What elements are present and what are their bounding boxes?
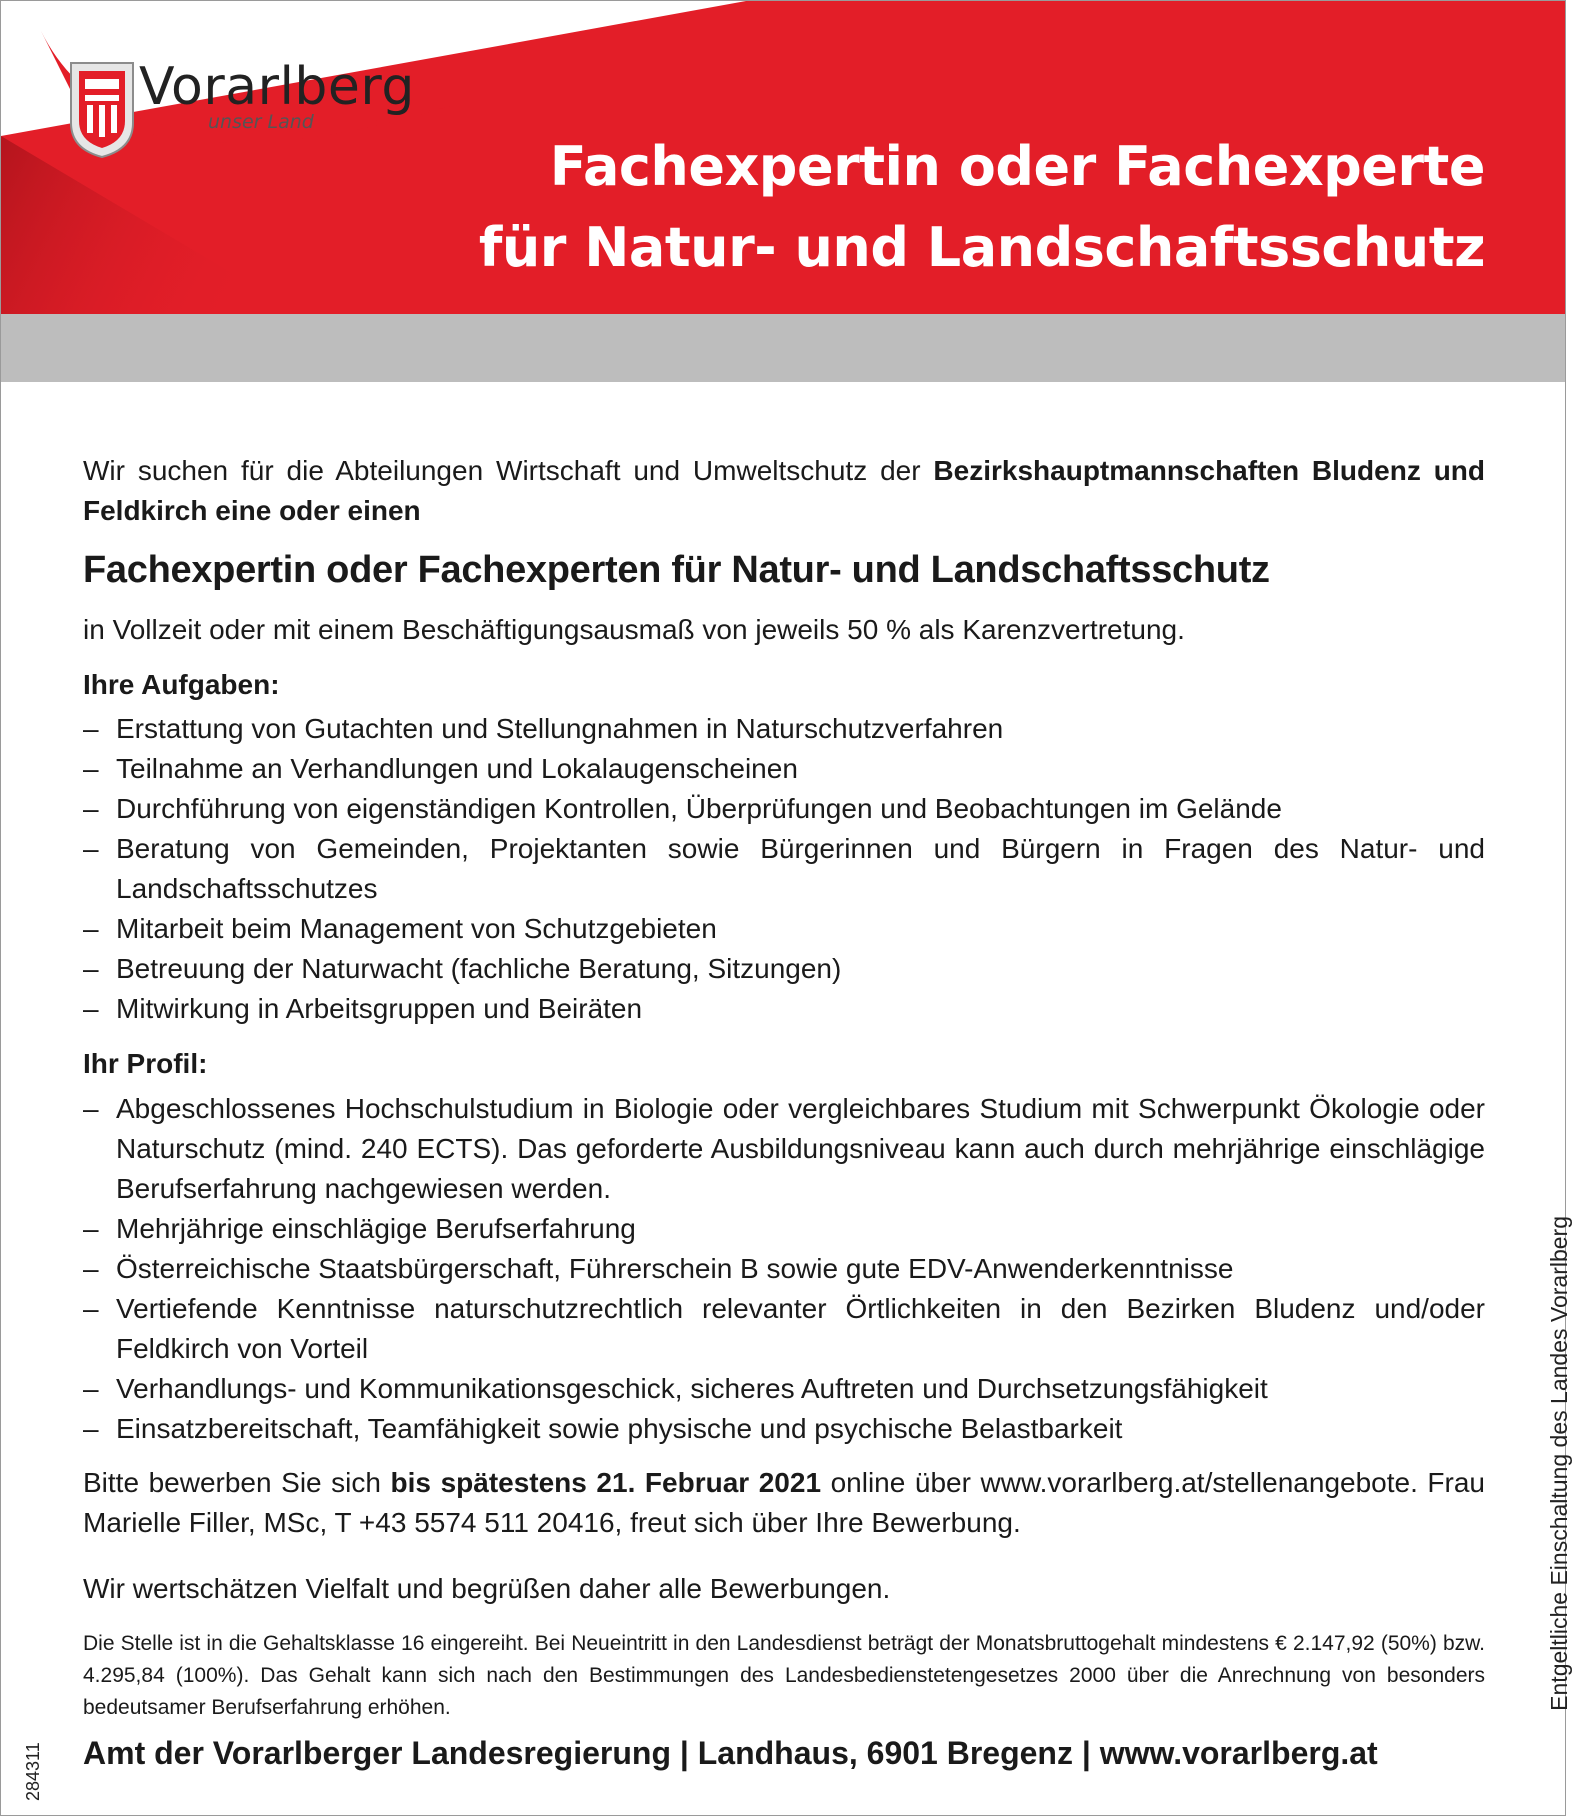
job-subtitle: in Vollzeit oder mit einem Beschäftigungsausmaß von jeweils 50 % als Karenzvertretung. (83, 614, 1185, 645)
vorarlberg-coat-of-arms-icon (71, 63, 133, 157)
list-item: – Mitwirkung in Arbeitsgruppen und Beiräten (83, 993, 643, 1024)
footer-address: Amt der Vorarlberger Landesregierung | Landhaus, 6901 Bregenz | www.vorarlberg.at (83, 1735, 1378, 1771)
job-title: Fachexpertin oder Fachexperten für Natur- und Landschaftsschutz (83, 549, 1270, 591)
intro-text: Wir suchen für die Abteilungen Wirtschaft und Umweltschutz der (83, 455, 934, 486)
list-item: – Vertiefende Kenntnisse naturschutzrechtlich relevanter Örtlichkeiten in den Bezirken Bludenz und/oder Feldkirch von Vorteil (83, 1293, 1485, 1364)
diversity-statement: Wir wertschätzen Vielfalt und begrüßen daher alle Bewerbungen. (83, 1573, 891, 1604)
list-item: – Mehrjährige einschlägige Berufserfahrung (83, 1213, 636, 1244)
salary-note: Die Stelle ist in die Gehaltsklasse 16 eingereiht. Bei Neueintritt in den Landesdienst beträgt der Monatsbruttogehalt mindestens € 2.147,92 (50%) bzw. 4.295,84 (100%). Das Gehalt kann sich nach den Bestimmungen des Landesbedienstetengesetzes 2000 über die Anrechnung von besonders bedeutsamer Berufserfahrung erhöhen. (83, 1632, 1485, 1719)
ad-code: 284311 (23, 1742, 43, 1801)
intro-bold-text: Bezirkshauptmannschaften Bludenz und Feldkirch eine oder einen (83, 455, 1485, 526)
list-item: – Beratung von Gemeinden, Projektanten sowie Bürgerinnen und Bürgern in Fragen des Natur- und Landschaftsschutzes (83, 833, 1485, 904)
deadline-text: bis spätestens 21. Februar 2021 (390, 1467, 822, 1498)
list-item: – Verhandlungs- und Kommunikationsgeschick, sicheres Auftreten und Durchsetzungsfähigkeit (83, 1373, 1268, 1404)
side-disclaimer: Entgeltliche Einschaltung des Landes Vorarlberg (1546, 1216, 1572, 1711)
list-item: – Mitarbeit beim Management von Schutzgebieten (83, 913, 717, 944)
list-item: – Durchführung von eigenständigen Kontrollen, Überprüfungen und Beobachtungen im Gelände (83, 793, 1282, 824)
list-item: – Einsatzbereitschaft, Teamfähigkeit sowie physische und psychische Belastbarkeit (83, 1413, 1123, 1444)
gray-band (1, 314, 1565, 382)
list-item: – Teilnahme an Verhandlungen und Lokalaugenscheinen (83, 753, 798, 784)
logo-wordmark: Vorarlberg (139, 57, 415, 117)
intro-paragraph (83, 451, 1485, 531)
logo-tagline: unser Land (208, 111, 314, 133)
profile-heading: Ihr Profil: (83, 1048, 208, 1079)
tasks-list (83, 709, 1485, 1029)
list-item: – Abgeschlossenes Hochschulstudium in Biologie oder vergleichbares Studium mit Schwerpunkt Ökologie oder Naturschutz (mind. 240 ECTS). Das geforderte Ausbildungsniveau kann auch durch mehrjährige einschlägige Berufserfahrung nachgewiesen werden. (83, 1093, 1485, 1204)
list-item: – Betreuung der Naturwacht (fachliche Beratung, Sitzungen) (83, 953, 842, 984)
profile-list (83, 1089, 1485, 1449)
list-item: – Österreichische Staatsbürgerschaft, Führerschein B sowie gute EDV-Anwenderkenntnisse (83, 1253, 1234, 1284)
headline-line-1: Fachexpertin oder Fachexperte (549, 135, 1485, 198)
tasks-heading: Ihre Aufgaben: (83, 669, 280, 700)
list-item: – Erstattung von Gutachten und Stellungnahmen in Naturschutzverfahren (83, 713, 1004, 744)
application-paragraph: Bitte bewerben Sie sich bis spätestens 21. Februar 2021 online über www.vorarlberg.at/stellenangebote. Frau Marielle Filler, MSc, T +43 5574 511 20416, freut sich über Ihre Bewerbung. (83, 1467, 1486, 1538)
headline-line-2: für Natur- und Landschaftsschutz (478, 216, 1485, 279)
